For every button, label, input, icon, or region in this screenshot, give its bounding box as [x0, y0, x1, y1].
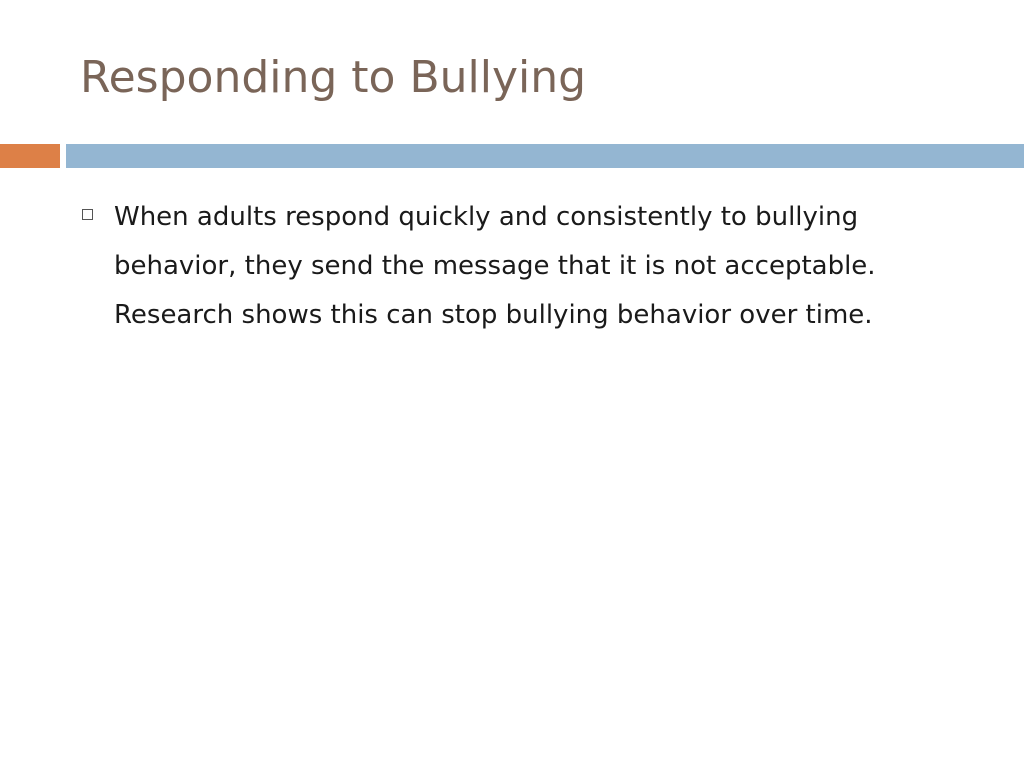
accent-bar-orange [0, 144, 60, 168]
bullet-text: When adults respond quickly and consistently to bullying behavior, they send the message that it is not acceptable. Research shows this can stop bullying behavior over time. [114, 202, 876, 330]
slide-title: Responding to Bullying [80, 52, 587, 103]
bullet-item [82, 193, 952, 340]
accent-bar-blue [66, 144, 1024, 168]
hollow-square-bullet-icon [82, 209, 93, 220]
slide-body [82, 193, 952, 340]
